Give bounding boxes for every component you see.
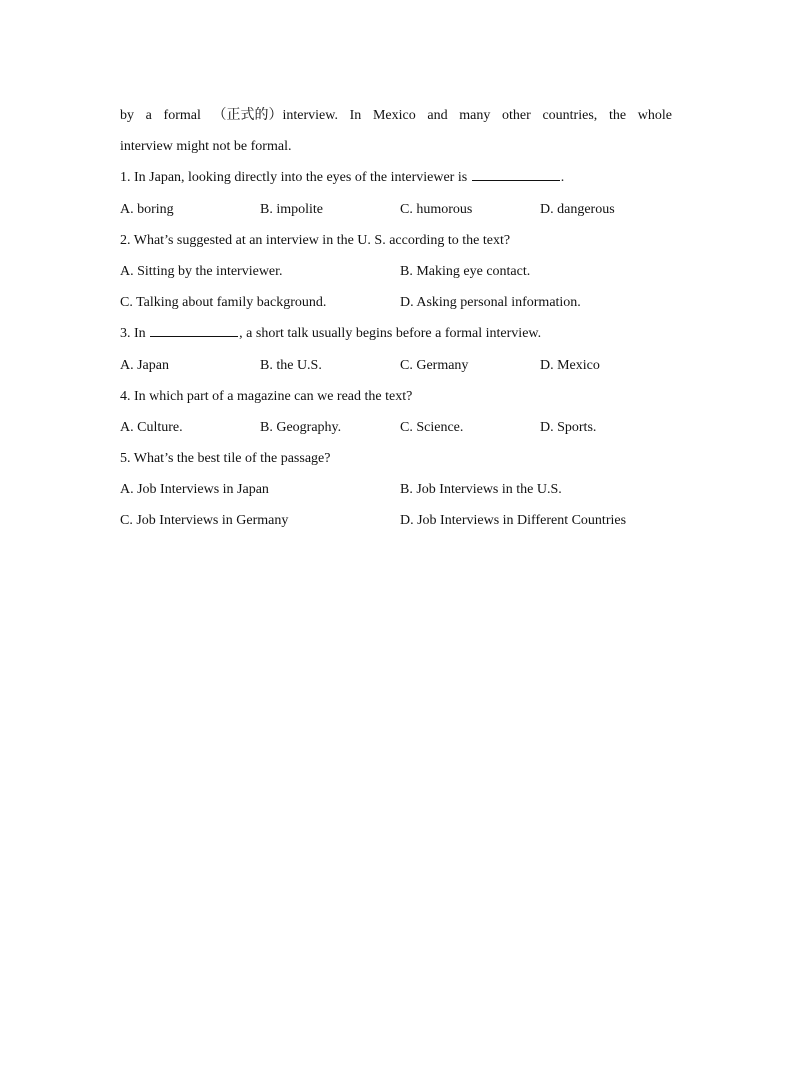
question-2-options-row-1 — [120, 256, 680, 287]
option-b: B. the U.S. — [260, 357, 322, 373]
passage-word-with-gloss: （正式的）interview. — [212, 108, 338, 123]
document-page — [120, 100, 672, 537]
question-stem-tail: . — [560, 170, 565, 186]
option-b: B. impolite — [260, 201, 323, 217]
option-b: B. Job Interviews in the U.S. — [400, 482, 562, 498]
passage-word: formal — [163, 108, 201, 123]
passage-word: countries, — [542, 108, 598, 123]
answer-blank — [472, 168, 560, 181]
answer-blank — [150, 324, 238, 337]
option-a: A. Sitting by the interviewer. — [120, 263, 283, 279]
question-5-options-row-1 — [120, 474, 680, 505]
passage-word: Mexico — [372, 108, 416, 123]
passage-word: many — [459, 108, 491, 123]
option-d: D. dangerous — [540, 201, 615, 217]
question-2-stem: 2. What’s suggested at an interview in the U. S. according to the text? — [120, 232, 511, 248]
question-3-options — [120, 350, 680, 381]
question-2-options-row-2 — [120, 287, 680, 318]
question-5-options-row-2 — [120, 505, 680, 536]
option-d: D. Mexico — [540, 357, 600, 373]
passage-word: other — [502, 108, 531, 123]
option-c: C. Science. — [400, 419, 464, 435]
question-1-stem — [120, 162, 672, 193]
option-c: C. humorous — [400, 201, 473, 217]
option-c: C. Job Interviews in Germany — [120, 513, 289, 529]
option-b: B. Geography. — [260, 419, 342, 435]
option-a: A. Culture. — [120, 419, 183, 435]
question-4-options — [120, 412, 680, 443]
option-a: A. Japan — [120, 357, 169, 373]
passage-word: and — [427, 108, 448, 123]
option-c: C. Talking about family background. — [120, 295, 327, 311]
passage-line-2: interview might not be formal. — [120, 139, 292, 155]
passage-word: a — [145, 108, 152, 123]
option-d: D. Asking personal information. — [400, 295, 581, 311]
passage-word: In — [349, 108, 362, 123]
passage-word: the — [608, 108, 627, 123]
question-5-stem: 5. What’s the best tile of the passage? — [120, 451, 331, 467]
option-c: C. Germany — [400, 357, 469, 373]
question-3-stem — [120, 318, 672, 349]
option-b: B. Making eye contact. — [400, 263, 531, 279]
passage-word: whole — [637, 108, 672, 123]
question-stem-text: 3. In — [120, 326, 146, 342]
passage-line-1 — [120, 100, 672, 131]
question-stem-text: 1. In Japan, looking directly into the eyes of the interviewer is — [120, 170, 468, 186]
question-stem-tail: , a short talk usually begins before a formal interview. — [239, 326, 542, 342]
question-1-options — [120, 194, 680, 225]
option-d: D. Job Interviews in Different Countries — [400, 513, 627, 529]
passage-word: by — [120, 108, 134, 123]
option-a: A. boring — [120, 201, 174, 217]
question-4-stem: 4. In which part of a magazine can we read the text? — [120, 388, 413, 404]
option-d: D. Sports. — [540, 419, 597, 435]
option-a: A. Job Interviews in Japan — [120, 482, 269, 498]
